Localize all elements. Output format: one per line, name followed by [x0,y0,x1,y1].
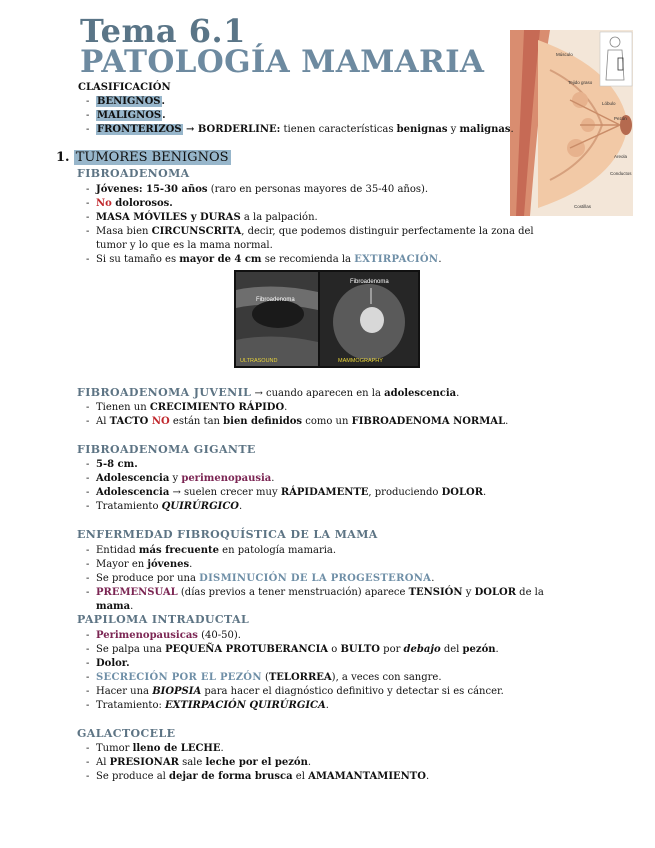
list-item: - Entidad más frecuente en patología mamaria. [84,544,574,558]
fibroadenoma-list [84,183,534,267]
subsection-title: FIBROADENOMA GIGANTE [77,443,256,456]
list-item: - FRONTERIZOS → BORDERLINE: tienen características benignas y malignas. [84,123,514,137]
page-subtitle: PATOLOGÍA MAMARIA [80,44,485,80]
list-item: - Adolescencia → suelen crecer muy RÁPIDAMENTE, produciendo DOLOR. [84,486,554,500]
gigante-list [84,458,554,514]
list-item: - No dolorosos. [84,197,504,211]
list-item: - Jóvenes: 15-30 años (raro en personas mayores de 35-40 años). [84,183,504,197]
list-item: - MASA MÓVILES y DURAS a la palpación. [84,211,504,225]
subsection-title: PAPILOMA INTRADUCTAL [77,613,250,626]
clasificacion-heading: CLASIFICACIÓN [78,82,171,93]
list-item: - Masa bien CIRCUNSCRITA, decir, que podemos distinguir perfectamente la zona del tumor y lo que es la mama normal. [84,225,566,253]
list-item: - Tienen un CRECIMIENTO RÁPIDO. [84,401,554,415]
list-item: - Hacer una BIOPSIA para hacer el diagnóstico definitivo y detectar si es cáncer. [84,685,574,699]
list-item: - Adolescencia y perimenopausia. [84,472,554,486]
list-item: - Tratamiento QUIRÚRGICO. [84,500,554,514]
list-item: - PREMENSUAL (días previos a tener menstruación) aparece TENSIÓN y DOLOR de la mama. [84,586,574,614]
list-item: - Si su tamaño es mayor de 4 cm se recomienda la EXTIRPACIÓN. [84,253,504,267]
galactocele-list [84,742,554,784]
page-title: Tema 6.1 [80,12,246,50]
list-item: - BENIGNOS. [84,95,514,109]
list-item: - Se produce al dejar de forma brusca el AMAMANTAMIENTO. [84,770,554,784]
list-item: - Perimenopausicas (40-50). [84,629,574,643]
list-item: - Tumor lleno de LECHE. [84,742,554,756]
juvenil-list [84,401,554,429]
subsection-title: FIBROADENOMA [77,167,190,180]
anatomy-label: Pezón [614,116,627,121]
mammography-caption: MAMMOGRAPHY [338,358,383,364]
clasificacion-list [84,95,514,137]
anatomy-label: Costillas [574,204,592,209]
anatomy-label: Lóbulo [602,101,616,106]
mammography-label: Fibroadenoma [350,279,389,285]
anatomy-label: Músculo [556,52,573,57]
list-item: - SECRECIÓN POR EL PEZÓN (TELORREA), a veces con sangre. [84,671,574,685]
section-heading: 1. TUMORES BENIGNOS [56,150,229,165]
ultrasound-label: Fibroadenoma [256,297,295,303]
breast-anatomy-illustration [510,30,633,216]
anatomy-label: Areola [614,154,628,159]
list-item: - Al TACTO NO están tan bien definidos como un FIBROADENOMA NORMAL. [84,415,554,429]
ultrasound-caption: ULTRASOUND [240,358,278,364]
subsection-title: FIBROADENOMA JUVENIL → cuando aparecen en la adolescencia. [77,386,460,399]
list-item: - MALIGNOS. [84,109,514,123]
list-item: - Se palpa una PEQUEÑA PROTUBERANCIA o BULTO por debajo del pezón. [84,643,574,657]
papiloma-list [84,629,574,713]
list-item: - Se produce por una DISMINUCIÓN DE LA PROGESTERONA. [84,572,574,586]
list-item: - 5-8 cm. [84,458,554,472]
list-item: - Tratamiento: EXTIRPACIÓN QUIRÚRGICA. [84,699,574,713]
anatomy-label: Conductos [610,171,632,176]
fibroadenoma-imaging [234,270,420,368]
list-item: - Al PRESIONAR sale leche por el pezón. [84,756,554,770]
subsection-title: GALACTOCELE [77,727,176,740]
list-item: - Mayor en jóvenes. [84,558,574,572]
anatomy-label: Tejido graso [568,80,593,85]
fibroquistica-list [84,544,574,614]
subsection-title: ENFERMEDAD FIBROQUÍSTICA DE LA MAMA [77,528,378,541]
list-item: - Dolor. [84,657,574,671]
